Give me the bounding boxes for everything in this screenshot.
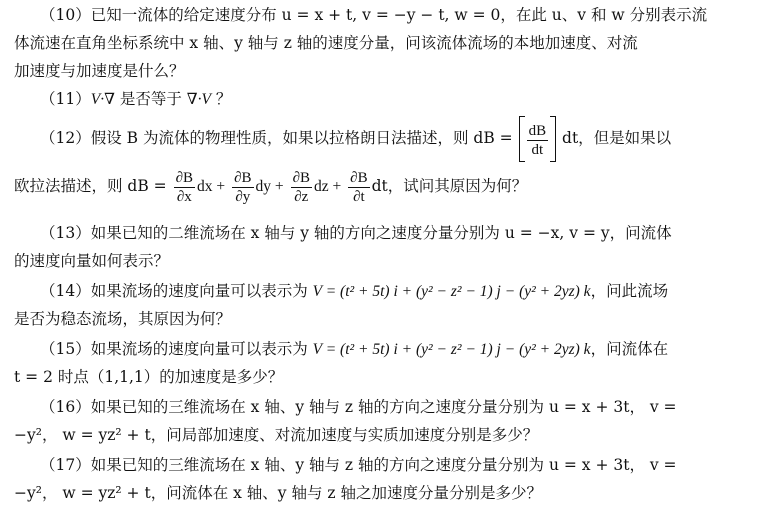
- frac-num: ∂B: [292, 169, 310, 186]
- q12-text-b: dt，但是如果以: [562, 129, 672, 147]
- q12-term-2: dy +: [255, 178, 284, 195]
- q15-velocity-vector: V = (t² + 5t) i + (y² − z² − 1) j − (y² + 2yz) k: [312, 341, 591, 358]
- frac-den: ∂z: [294, 188, 309, 205]
- q12-frac-den: dt: [531, 141, 544, 158]
- q12-bracket: [519, 119, 557, 159]
- q12-term-4: dt，试问其原因为何？: [371, 177, 528, 195]
- q11-mid: 是否等于: [114, 90, 187, 108]
- frac-den: ∂x: [176, 188, 192, 205]
- q12-line-1: [40, 118, 753, 159]
- q12-partial-t: [348, 169, 369, 206]
- q15-line-2: t = 2 时点（1,1,1）的加速度是多少？: [14, 368, 284, 386]
- q12-partial-y: [232, 169, 253, 206]
- q11-prefix: （11）: [40, 90, 91, 108]
- frac-num: ∂B: [175, 169, 194, 186]
- q15-text-b: ，问流体在: [590, 340, 669, 358]
- q10-line-3: 加速度与加速度是什么？: [14, 62, 185, 80]
- q15-line-1: [40, 338, 753, 361]
- q12-euler-text: 欧拉法描述，则 dB =: [14, 177, 167, 195]
- q12-fraction: [527, 122, 549, 159]
- q12-term-1: dx +: [197, 178, 226, 195]
- q13-line-1: （13）如果已知的二维流场在 x 轴与 y 轴的方向之速度分量分别为 u = −x, v = y，问流体: [40, 224, 672, 242]
- q14-text-a: （14）如果流场的速度向量可以表示为: [40, 282, 313, 300]
- q12-term-3: dz +: [313, 178, 342, 195]
- q12-partial-z: [291, 169, 312, 206]
- q12-partial-x: [174, 169, 195, 206]
- q12-frac-num: dB: [528, 122, 547, 139]
- q15-text-a: （15）如果流场的速度向量可以表示为: [40, 340, 313, 358]
- q11-line: [40, 88, 753, 111]
- q14-velocity-vector: V = (t² + 5t) i + (y² − z² − 1) j − (y² + 2yz) k: [312, 283, 591, 300]
- q11-expr-2: ∇·V: [186, 91, 211, 108]
- q17-line-1: （17）如果已知的三维流场在 x 轴、y 轴与 z 轴的方向之速度分量分别为 u = x + 3t， v =: [40, 456, 677, 474]
- frac-den: ∂y: [235, 188, 251, 205]
- q14-line-1: [40, 280, 753, 303]
- frac-num: ∂B: [350, 169, 368, 186]
- frac-num: ∂B: [234, 169, 252, 186]
- q10-line-1: （10）已知一流体的给定速度分布 u = x + t, v = −y − t, w = 0，在此 u、v 和 w 分别表示流: [40, 6, 708, 24]
- q14-line-2: 是否为稳态流场，其原因为何？: [14, 310, 232, 328]
- q11-suffix: ？: [210, 90, 232, 108]
- frac-den: ∂t: [353, 188, 365, 205]
- q13-line-2: 的速度向量如何表示？: [14, 252, 170, 270]
- q10-line-2: 体流速在直角坐标系统中 x 轴、y 轴与 z 轴的速度分量，问该流体流场的本地加速度、对流: [14, 34, 638, 52]
- q16-line-1: （16）如果已知的三维流场在 x 轴、y 轴与 z 轴的方向之速度分量分别为 u = x + 3t， v =: [40, 398, 677, 416]
- q12-text-a: （12）假设 B 为流体的物理性质，如果以拉格朗日法描述，则 dB =: [40, 129, 513, 147]
- q11-expr-1: V·∇: [90, 91, 115, 108]
- q12-line-2: [14, 166, 753, 207]
- q16-line-2: −y²， w = yz² + t，问局部加速度、对流加速度与实质加速度分别是多少？: [14, 426, 539, 444]
- q14-text-b: ，问此流场: [590, 282, 669, 300]
- q17-line-2: −y²， w = yz² + t，问流体在 x 轴、y 轴与 z 轴之加速度分量分别是多少？: [14, 484, 543, 502]
